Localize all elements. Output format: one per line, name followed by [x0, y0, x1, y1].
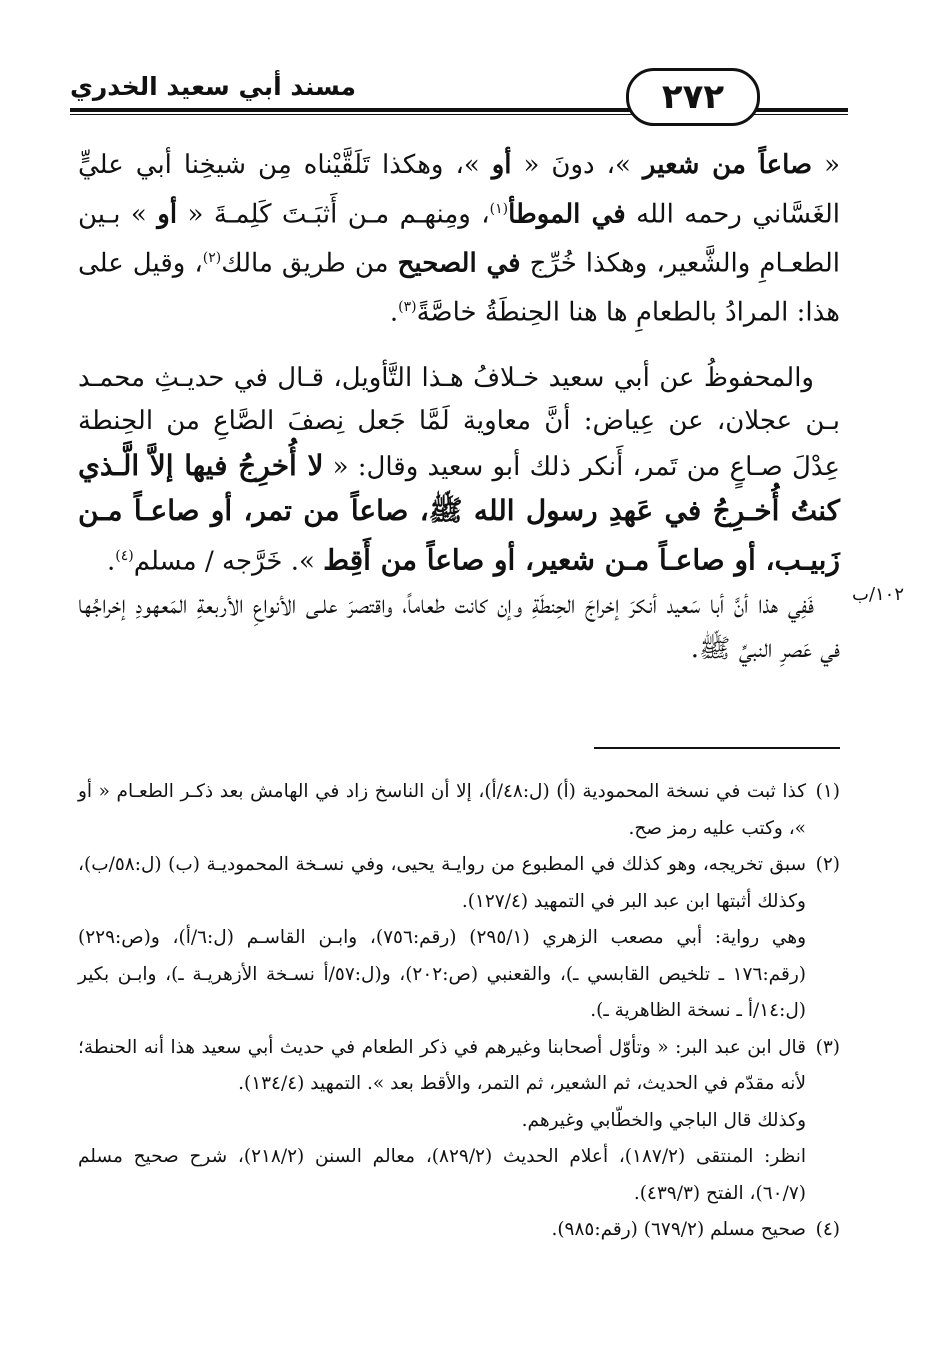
paragraph-1	[78, 144, 840, 335]
paragraph-3	[78, 584, 840, 671]
main-text	[78, 144, 840, 671]
running-title: مسند أبي سعيد الخدري	[70, 72, 356, 101]
quoted-word: أو	[491, 150, 512, 180]
footnote-number: (٤)	[815, 1219, 840, 1240]
footnote-marker: (٢)	[202, 249, 222, 266]
footnote-separator	[594, 747, 840, 749]
text-run: »، وهكذا تَلَقَّيْناه مِن شيخِنا أبي عليٍّ الغَسَّاني رحمه الله	[78, 150, 841, 230]
footnote-2-continued: وهي رواية: أبي مصعب الزهري (٢٩٥/١) (رقم:٧٥٦)، وابـن القاسـم (ل:٦/أ)، و(ص:٢٢٩) (رقم:١٧٦ ـ تلخيص القابسي ـ)، والقعنبي (ص:٢٠٢)، و(ل:٥٧/أ نسـخة الأزهريـة ـ)، وابـن بكير (ل:١٤/أ ـ نسخة الظاهرية ـ).	[78, 927, 807, 1021]
text-run: .	[389, 297, 399, 328]
source-reference: في الصحيح	[397, 248, 521, 279]
footnote-text: كذا ثبت في نسخة المحمودية (أ) (ل:٤٨/أ)، إلا أن الناسخ زاد في الهامش بعد ذكـر الطعـام « أو »، وكتب عليه رمز صح.	[78, 781, 806, 839]
footnote-marker: (١)	[489, 200, 509, 217]
quoted-text: صاعاً من شعير	[642, 150, 813, 180]
text-run: » بـين الطعـامِ والشَّعير، وهكذا خُرِّج	[78, 199, 840, 279]
text-run: فَفِي هذا أنَّ أبا سَعيد أنكرَ إخراجَ الحِنطَةِ وإن كانت طعاماً، واقتصرَ علـى الأنواعِ الأربعةِ المَعهودِ إخراجُها في عَصرِ النبيِّ ﷺ.	[78, 590, 840, 664]
footnote-number: (٢)	[815, 854, 840, 875]
footnote-3-references: انظر: المنتقى (١٨٧/٢)، أعلام الحديث (٨٢٩/٢)، معالم السنن (٢١٨/٢)، شرح صحيح مسلم (٦٠/٧)، الفتح (٤٣٩/٣).	[78, 1146, 806, 1204]
footnote-marker: (٤)	[115, 547, 134, 564]
footnotes	[78, 774, 840, 1249]
footnote-number: (٣)	[815, 1036, 840, 1058]
paragraph-2	[78, 357, 840, 584]
footnote-marker: (٣)	[398, 298, 417, 315]
paragraph-gap	[78, 335, 840, 357]
hadith-quote: لا أُخرِجُ فيها إلاَّ الَّـذي كنتُ أُخـرِجُ في عَهدِ رسول الله ﷺ، صاعاً من تمر، أو صاعـاً مـن زَبيـب، أو صاعـاً مـن شعير، أو صاعاً من أَقِط	[78, 448, 840, 577]
text-run: .	[106, 546, 116, 577]
text-run: ». خَرَّجه / مسلم	[133, 546, 324, 577]
footnote-text: صحيح مسلم (٦٧٩/٢) (رقم:٩٨٥).	[551, 1219, 806, 1240]
footnote-number: (١)	[815, 781, 840, 802]
page-header	[70, 66, 848, 126]
footnote-3-continued: وكذلك قال الباجي والخطّابي وغيرهم.	[521, 1109, 806, 1131]
page-number: ٢٧٢	[626, 68, 760, 126]
text-run: ، وقيل على هذا: المرادُ بالطعامِ ها هنا الحِنطَةُ خاصَّةً	[78, 248, 840, 328]
text-run: «	[812, 150, 840, 180]
footnote-4	[78, 1212, 840, 1249]
quoted-word: أو	[157, 199, 178, 230]
footnote-1	[78, 774, 840, 847]
footnote-text: سبق تخريجه، وهو كذلك في المطبوع من روايـة يحيى، وفي نسـخة المحموديـة (ب) (ل:٥٨/ب)، وكذلك أثبتها ابن عبد البر في التمهيد (١٢٧/٤).	[78, 854, 806, 912]
text-run: ، ومِنهـم مـن أَثبَـتَ كَلِمـةَ «	[177, 199, 490, 230]
text-run: من طريق مالك	[221, 248, 398, 279]
footnote-3	[78, 1030, 840, 1103]
footnote-text: قال ابن عبد البر: « وتأوّل أصحابنا وغيرهم في ذكر الطعام في حديث أبي سعيد هذا أنه الحنطة؛ لأنه مقدّم في الحديث، ثم الشعير، ثم التمر، والأقط بعد ». التمهيد (١٣٤/٤).	[78, 1036, 806, 1094]
text-run: والمحفوظُ عن أبي سعيد خـلافُ هـذا التَّأويل، قـال في حديـثِ محمـد بـن عجلان، عن عِياض: أنَّ معاوية لَمَّا جَعل نِصفَ الصَّاعِ من الحِنطة عِدْلَ صـاعٍ من تَمر، أَنكر ذلك أبو سعيد وقال: «	[78, 362, 841, 482]
manuscript-folio-note: ١٠٢/ب	[852, 584, 905, 605]
source-reference: في الموطأ	[508, 199, 626, 230]
footnote-2	[78, 847, 840, 920]
text-run: »، دونَ «	[511, 150, 643, 180]
